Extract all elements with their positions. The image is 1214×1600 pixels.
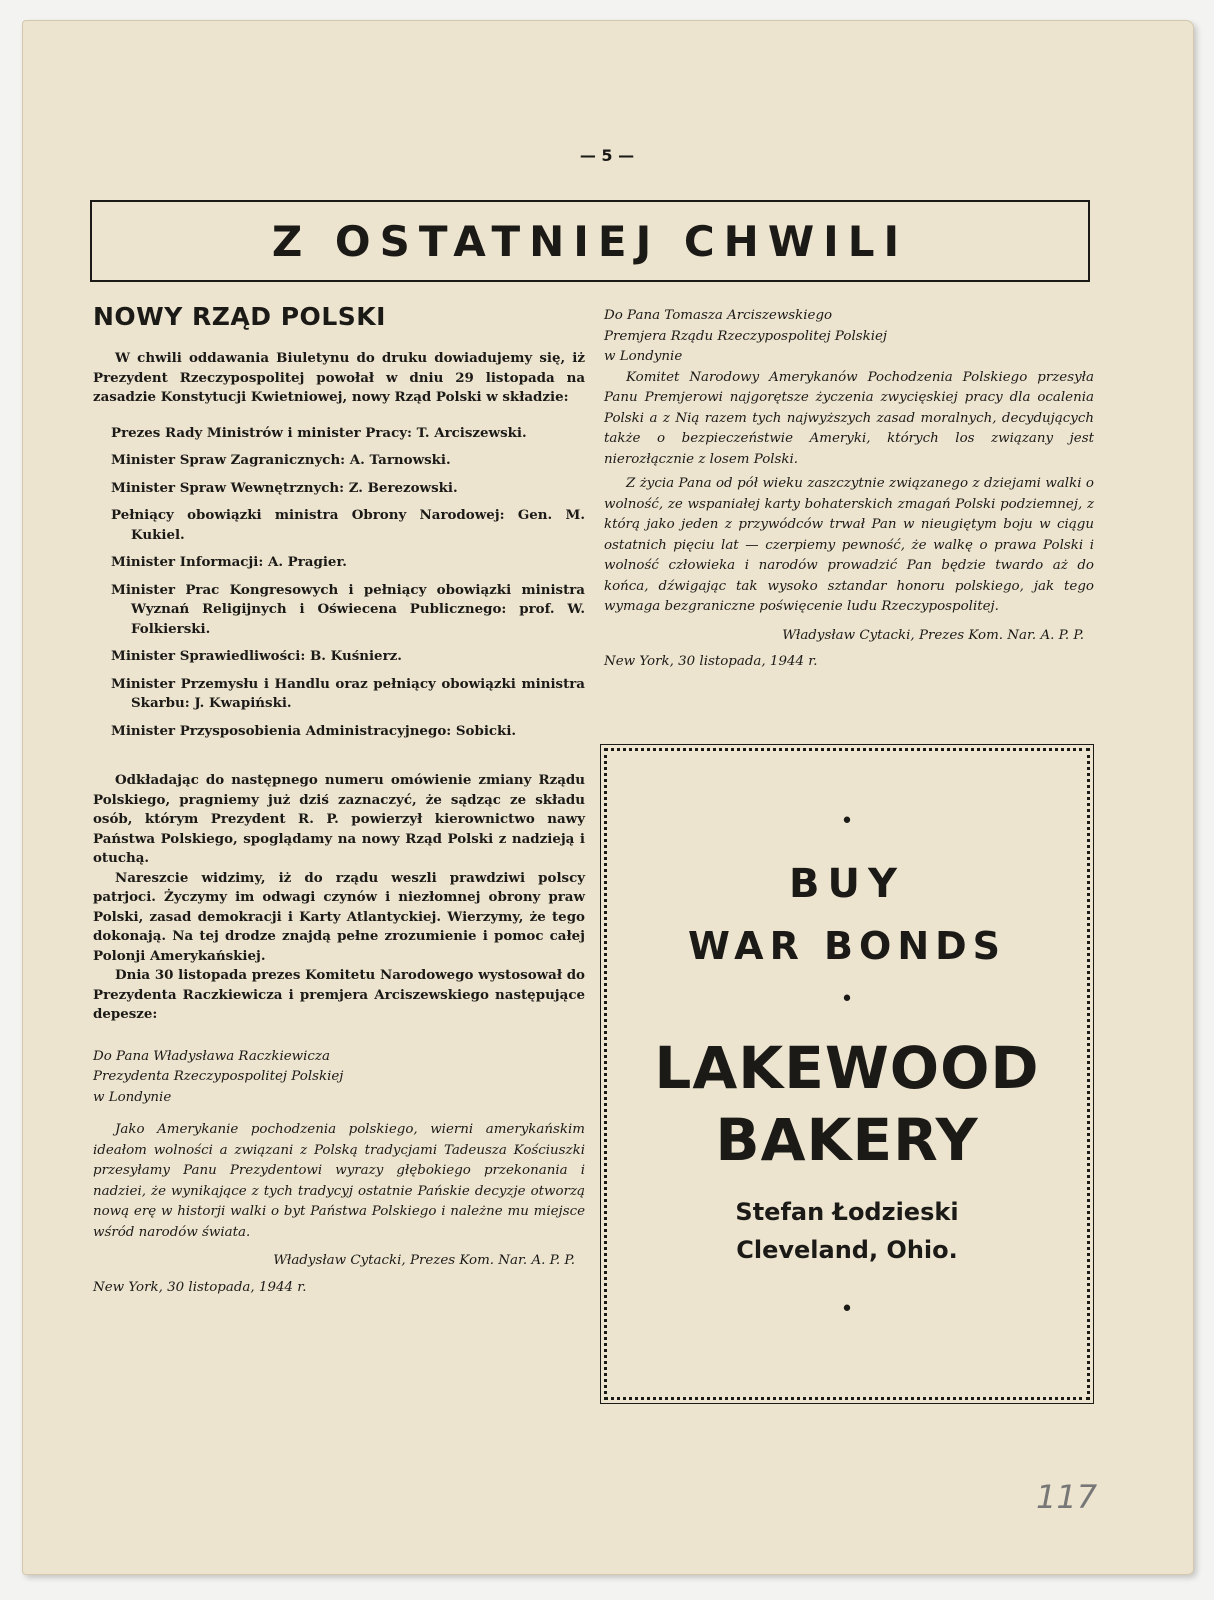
section-title: Z OSTATNIEJ CHWILI	[271, 216, 909, 266]
letter2-address	[604, 306, 1094, 368]
letter1-signature: Władysław Cytacki, Prezes Kom. Nar. A. P. P.	[273, 1253, 575, 1268]
article-paragraph-1: Odkładając do następnego numeru omówienie zmiany Rządu Polskiego, pragniemy już dziś zaznaczyć, że sądząc ze składu osób, którym Prezydent R. P. powierzył kierownictwo nawy Państwa Polskiego, spoglądamy na nowy Rząd Polski z nadzieją i otuchą.	[93, 772, 585, 866]
minister-item: Minister Przysposobienia Administracyjnego: Sobicki.	[111, 722, 517, 739]
war-bonds-advertisement	[604, 748, 1090, 1400]
minister-item: Minister Prac Kongresowych i pełniący obowiązki ministra Wyznań Religijnych i Oświecena Publicznego: prof. W. Folkierski.	[111, 581, 585, 637]
page-number: — 5 —	[579, 146, 635, 165]
right-column	[604, 306, 1094, 673]
ad-location: Cleveland, Ohio.	[736, 1236, 958, 1264]
minister-item: Minister Informacji: A. Pragier.	[111, 554, 347, 570]
ad-owner: Stefan Łodzieski	[735, 1198, 959, 1226]
minister-item: Minister Sprawiedliwości: B. Kuśnierz.	[111, 648, 402, 664]
article-paragraph-2: Nareszcie widzimy, iż do rządu weszli prawdziwi polscy patrjoci. Życzymy im odwagi czynów i niezłomnej obrony praw Polski, zasad demokracji i Karty Atlantyckiej. Wierzymy, że tego dokonają. Na tej drodze znajdą pełne zrozumienie i pomoc całej Polonji Amerykańskiej.	[93, 869, 585, 964]
letter2-address-line: w Londynie	[604, 349, 683, 364]
minister-item: Pełniący obowiązki ministra Obrony Narodowej: Gen. M. Kukiel.	[111, 507, 585, 543]
letter2-signature: Władysław Cytacki, Prezes Kom. Nar. A. P. P.	[782, 627, 1084, 643]
letter1-body: Jako Amerykanie pochodzenia polskiego, wierni amerykańskim ideałom wolności a związani z Polską tradycjami Tadeusza Kościuszki przesyłamy Panu Prezydentowi wyrazy głębokiego przekonania i nadziei, że wynikające z tych tradycyj ostatnie Pańskie decyzje otworzą nową erę w historji walki o byt Państwa Polskiego i należne mu miejsce wśród narodów świata.	[93, 1122, 585, 1240]
letter2-body-1: Komitet Narodowy Amerykanów Pochodzenia Polskiego przesyła Panu Premjerowi najgorętsze życzenia zwycięskiej pracy dla ocalenia Polski a z Nią razem tych najwyższych zasad moralnych, decydujących także o bezpieczeństwie Ameryki, których los związany jest nierozłącznie z losem Polski.	[604, 369, 1094, 467]
letter2-address-line: Do Pana Tomasza Arciszewskiego	[604, 308, 833, 323]
ad-war-bonds: WAR BONDS	[687, 924, 1007, 968]
ad-bullet: •	[840, 1297, 854, 1322]
ad-buy: BUY	[789, 861, 905, 907]
letter2-body-2: Z życia Pana od pół wieku zaszczytnie związanego z dziejami walki o wolność, ze wspaniałej karty bohaterskich zmagań Polski podziemnej, z którą jako jeden z przywódców trwał Pan w nieugiętym boju w ciągu ostatnich pięciu lat — czerpiemy pewność, że walkę o prawa Polski i wolność człowieka i narodów prowadzić Pan będzie twardo aż do końca, dźwigając tak wysoko sztandar honoru polskiego, jak tego wymaga bezgraniczne poświęcenie ludu Rzeczypospolitej.	[604, 476, 1094, 614]
article-headline: NOWY RZĄD POLSKI	[93, 302, 386, 331]
letter1-dateline: New York, 30 listopada, 1944 r.	[93, 1279, 307, 1295]
left-column	[93, 302, 585, 1298]
article-intro: W chwili oddawania Biuletynu do druku dowiadujemy się, iż Prezydent Rzeczypospolitej powołał w dniu 29 listopada na zasadzie Konstytucji Kwietniowej, nowy Rząd Polski w składzie:	[93, 350, 585, 405]
article-paragraph-3: Dnia 30 listopada prezes Komitetu Narodowego wystosował do Prezydenta Raczkiewicza i premjera Arciszewskiego następujące depesze:	[93, 967, 585, 1022]
letter1-address-line: Do Pana Władysława Raczkiewicza	[93, 1048, 330, 1064]
ad-bullet: •	[840, 809, 854, 834]
letter2-dateline: New York, 30 listopada, 1944 r.	[604, 654, 818, 669]
minister-list	[93, 424, 585, 742]
ad-bullet: •	[840, 987, 854, 1012]
section-title-box	[90, 200, 1090, 282]
minister-item: Minister Spraw Wewnętrznych: Z. Berezowski.	[111, 479, 458, 496]
ad-bakery: BAKERY	[715, 1106, 979, 1174]
letter1-address	[93, 1047, 585, 1109]
minister-item: Minister Spraw Zagranicznych: A. Tarnowski.	[111, 452, 451, 468]
letter2-address-line: Premjera Rządu Rzeczypospolitej Polskiej	[604, 328, 888, 344]
minister-item: Minister Przemysłu i Handlu oraz pełniący obowiązki ministra Skarbu: J. Kwapiński.	[111, 675, 585, 711]
ad-lakewood: LAKEWOOD	[654, 1034, 1040, 1102]
letter1-address-line: Prezydenta Rzeczypospolitej Polskiej	[93, 1069, 344, 1084]
letter1-address-line: w Londynie	[93, 1089, 172, 1105]
minister-item: Prezes Rady Ministrów i minister Pracy: T. Arciszewski.	[111, 424, 527, 441]
handwritten-page-number: 117	[1036, 1478, 1098, 1516]
